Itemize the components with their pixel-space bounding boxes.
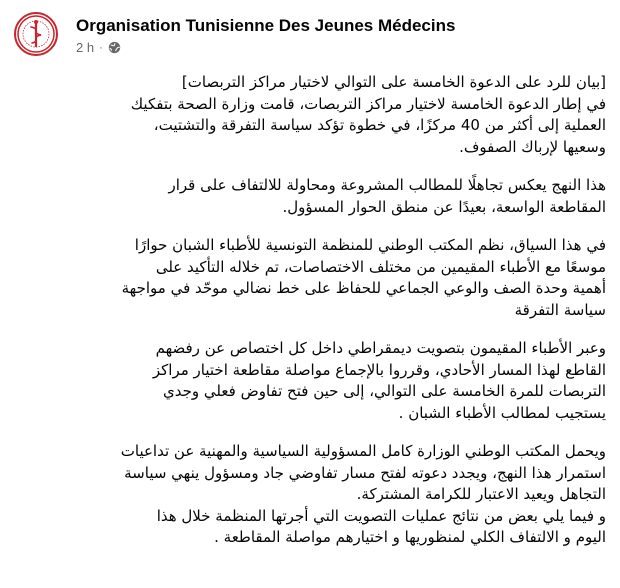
- page-name-link[interactable]: Organisation Tunisienne Des Jeunes Médecins: [76, 16, 456, 35]
- text-line: وعبر الأطباء المقيمون بتصويت ديمقراطي داخل كل اختصاص عن رفضهم: [155, 339, 606, 357]
- text-line: وسعيها لإرباك الصفوف.: [459, 137, 606, 156]
- post-paragraph-1: [14, 72, 606, 158]
- text-line: هذا النهج يعكس تجاهلًا للمطالب المشروعة ومحاولة للالتفاف على قرار: [168, 176, 606, 194]
- text-line: أهمية وحدة الصف والوعي الجماعي للحفاظ على خط نضالي موحّد في مواجهة: [121, 279, 606, 297]
- post-paragraph-4: [14, 338, 606, 424]
- post-timestamp[interactable]: 2 h: [76, 40, 95, 55]
- text-line: استمرار هذا النهج، ويجدد دعوته لفتح مسار تفاوضي جاد ومسؤول ينهي سياسة: [124, 463, 606, 482]
- text-line: المقاطعة الواسعة، بعيدًا عن منطق الحوار المسؤول.: [282, 197, 606, 216]
- text-line: في إطار الدعوة الخامسة لاختيار مراكز التربصات، قامت وزارة الصحة بتفكيك: [130, 94, 606, 113]
- text-line: موسعًا مع الأطباء المقيمين من مختلف الاختصاصات، تم خلاله التأكيد على: [155, 257, 606, 276]
- text-line: التربصات للمرة الخامسة على التوالي، إلى حين فتح تفاوض فعلي وجدي: [163, 382, 606, 400]
- globe-icon[interactable]: [108, 41, 121, 54]
- text-line: العملية إلى أكثر من 40 مركزًا، في خطوة تؤكد سياسة التفرقة والتشتيت،: [153, 116, 606, 134]
- text-line: [بيان للرد على الدعوة الخامسة على التوالي لاختيار مراكز التربصات]: [181, 73, 606, 91]
- text-line: اليوم و الالتفاف الكلي لمنظوريها و اختيارهم مواصلة المقاطعة .: [214, 528, 606, 546]
- post-paragraph-5: [14, 441, 606, 549]
- page-avatar[interactable]: [14, 12, 58, 56]
- meta-separator: ·: [99, 41, 103, 54]
- post-header: [14, 10, 606, 60]
- post-paragraph-2: [14, 175, 606, 218]
- post-text: [14, 72, 606, 549]
- text-line: في هذا السياق، نظم المكتب الوطني للمنظمة التونسية للأطباء الشبان حوارًا: [134, 236, 606, 254]
- post-paragraph-3: [14, 235, 606, 321]
- text-line: و فيما يلي بعض من نتائج عمليات التصويت التي أجرتها المنظمة خلال هذا: [156, 506, 606, 525]
- text-line: القاطع لهذا المسار الأحادي، وقرروا بالإجماع مواصلة مقاطعة اختيار مراكز: [152, 360, 606, 379]
- text-line: ويحمل المكتب الوطني الوزارة كامل المسؤولية السياسية والمهنية عن تداعيات: [120, 442, 606, 460]
- text-line: التجاهل ويعيد الاعتبار للكرامة المشتركة.: [356, 485, 606, 503]
- text-line: سياسة التفرقة: [514, 300, 606, 319]
- post-meta: [76, 40, 121, 55]
- otjm-logo-icon: [16, 14, 56, 54]
- text-line: يستجيب لمطالب الأطباء الشبان .: [398, 403, 606, 422]
